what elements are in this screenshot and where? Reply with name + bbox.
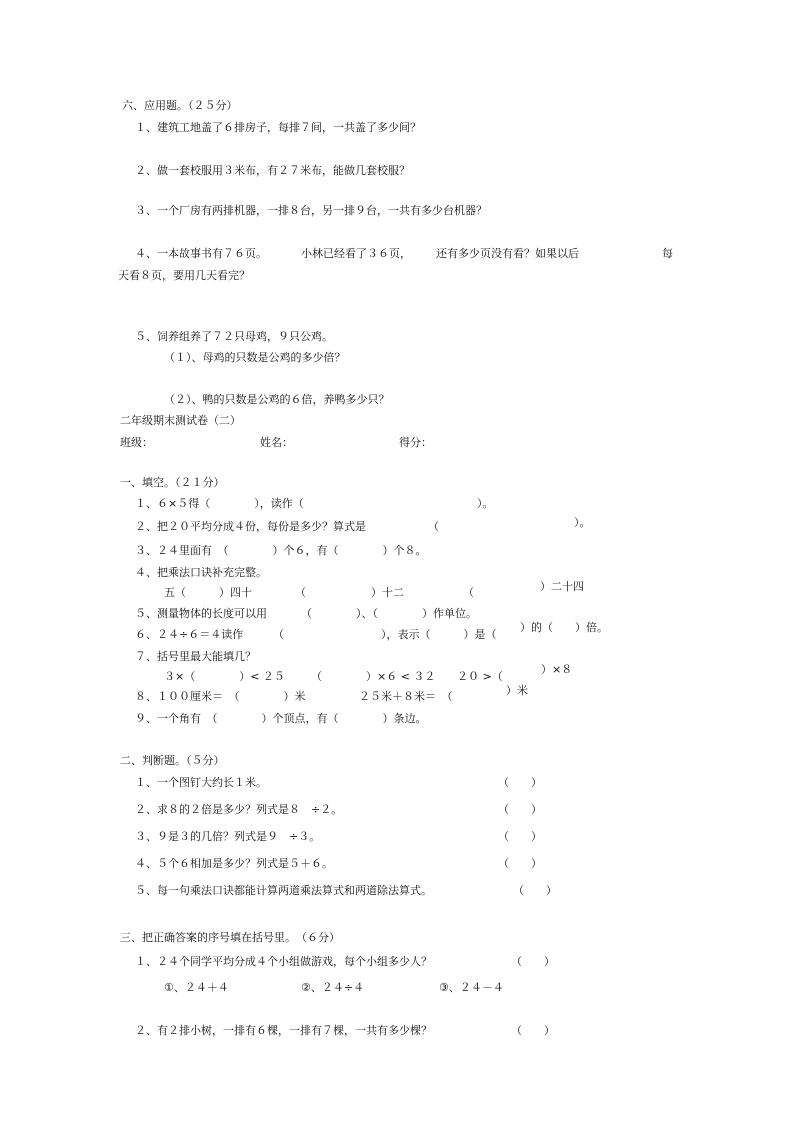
question-text: ２、有２排小树，一排有６棵，一排有７棵，一共有多少棵？ [135, 1024, 432, 1037]
section-two-heading: 二、判断题。（５分） [120, 754, 225, 767]
question-text: （ [463, 586, 474, 599]
question-text: （ [428, 520, 439, 533]
answer-bracket: （ ） [511, 955, 555, 968]
class-label: 班级： [120, 436, 153, 449]
answer-bracket: （ ） [511, 1024, 555, 1037]
sub-question-text: （１）、母鸡的只数是公鸡的多少倍？ [164, 351, 346, 364]
question-text: （ ）×６ < ３２ [311, 670, 436, 683]
question-text: ）十二 [371, 586, 404, 599]
score-label: 得分： [399, 436, 432, 449]
question-text: ５、饲养组养了７２只母鸡，９只公鸡。 [135, 330, 333, 343]
question-text: 天看８页，要用几天看完？ [118, 269, 250, 282]
question-text: ）。 [477, 497, 494, 510]
question-text: （ ）、（ ）作单位。 [301, 607, 477, 620]
question-text: ）二十四 [540, 580, 584, 593]
question-text: ２、求８的２倍是多少？列式是８ ÷２。 [135, 803, 343, 816]
question-text: ４、５个６相加是多少？列式是５＋６。 [135, 857, 333, 870]
question-text: ５、测量物体的长度可以用 [135, 607, 267, 620]
question-text: ）×８ [541, 663, 573, 676]
question-text: ５、每一句乘法口诀都能计算两道乘法算式和两道除法算式。 [135, 884, 432, 897]
section-six-heading: 六、应用题。（２５分） [122, 99, 238, 112]
question-text: ）米 [506, 684, 528, 697]
name-label: 姓名： [260, 436, 293, 449]
question-text: ）。 [574, 516, 591, 529]
answer-bracket: （ ） [498, 803, 542, 816]
question-text: ３×（ ）< ２５ [164, 670, 285, 683]
answer-bracket: （ ） [498, 857, 542, 870]
question-text: ８、１００厘米＝ （ ）米 [135, 690, 306, 703]
section-one-heading: 一、填空。（２１分） [120, 476, 225, 489]
question-text: １、建筑工地盖了６排房子，每排７间，一共盖了多少间？ [135, 121, 421, 134]
question-text: 五（ ）四十 [164, 586, 252, 599]
question-text: ）的（ ）倍。 [520, 621, 608, 634]
question-text: ４、一本故事书有７６页。 [135, 247, 267, 260]
sub-question-text: （２）、鸭的只数是公鸡的６倍，养鸭多少只？ [164, 393, 390, 406]
question-text: （ [273, 628, 284, 641]
question-text: ），表示（ ）是（ [381, 628, 497, 641]
answer-bracket: （ ） [498, 830, 542, 843]
answer-bracket: （ ） [513, 884, 557, 897]
section-three-heading: 三、把正确答案的序号填在括号里。 （６分） [120, 931, 340, 944]
question-text: ２５米＋８米＝ （ [359, 690, 453, 703]
question-text: ４、把乘法口诀补充完整。 [135, 566, 267, 579]
question-text: １、６×５得（ ），读作（ [135, 497, 304, 510]
exam-title: 二年级期末测试卷（二） [120, 414, 241, 427]
question-text: 每 [662, 247, 673, 260]
question-text: ２０ >（ [457, 670, 503, 683]
answer-bracket: （ ） [498, 776, 542, 789]
question-text: ２、做一套校服用３米布，有２７米布，能做几套校服？ [135, 164, 410, 177]
choice-option: ①、２４＋４ [164, 981, 229, 994]
question-text: （ [295, 586, 306, 599]
question-text: １、一个图钉大约长１米。 [135, 776, 267, 789]
question-text: ３、一个厂房有两排机器，一排８台，另一排９台，一共有多少台机器？ [135, 204, 487, 217]
question-text: ９、一个角有 （ ）个顶点，有（ ）条边。 [135, 712, 427, 725]
question-text: ２、把２０平均分成４份，每份是多少？算式是 [135, 520, 366, 533]
question-text: ３、２４里面有 （ ）个６，有（ ）个８。 [135, 544, 427, 557]
question-text: 还有多少页没有看？如果以后 [436, 247, 579, 260]
choice-option: ②、２４÷４ [301, 981, 365, 994]
question-text: 小林已经看了３６页， [301, 247, 411, 260]
question-text: ６、２４÷６＝４读作 [135, 628, 244, 641]
choice-option: ③、２４－４ [439, 981, 504, 994]
question-text: １、２４个同学平均分成４个小组做游戏，每个小组多少人？ [135, 955, 432, 968]
question-text: ７、括号里最大能填几？ [135, 650, 256, 663]
question-text: ３、９是３的几倍？列式是９ ÷３。 [135, 830, 321, 843]
